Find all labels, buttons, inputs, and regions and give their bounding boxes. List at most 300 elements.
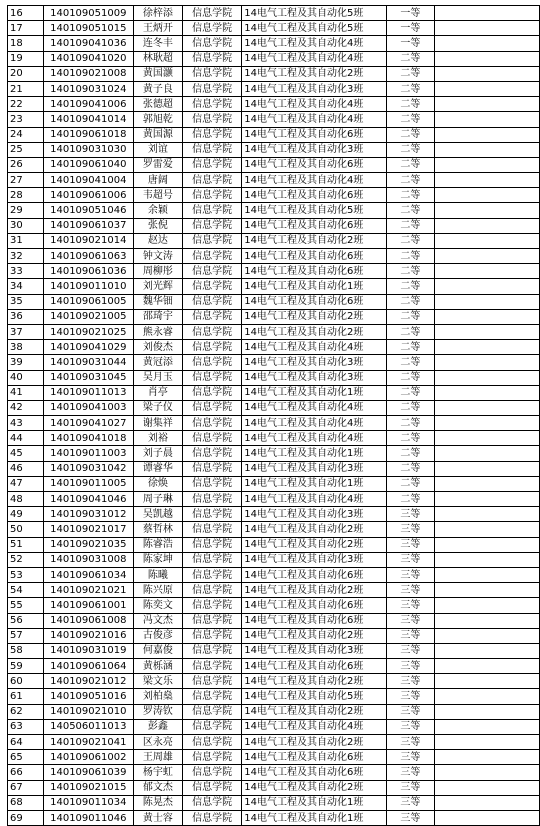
empty-cell (435, 522, 540, 537)
table-row (8, 249, 540, 264)
student-name-cell: 黄国灏 (133, 66, 182, 81)
class-cell: 14电气工程及其自动化4班 (242, 400, 387, 415)
class-cell: 14电气工程及其自动化3班 (242, 507, 387, 522)
college-cell: 信息学院 (183, 188, 242, 203)
class-cell: 14电气工程及其自动化6班 (242, 567, 387, 582)
row-number-cell: 54 (8, 583, 44, 598)
row-number-cell: 46 (8, 461, 44, 476)
student-id-cell: 140109011046 (43, 810, 133, 825)
award-level-cell: 三等 (386, 659, 434, 674)
table-row (8, 157, 540, 172)
empty-cell (435, 674, 540, 689)
row-number-cell: 18 (8, 36, 44, 51)
award-level-cell: 三等 (386, 810, 434, 825)
college-cell: 信息学院 (183, 628, 242, 643)
table-row (8, 173, 540, 188)
award-level-cell: 三等 (386, 643, 434, 658)
table-row (8, 279, 540, 294)
empty-cell (435, 370, 540, 385)
student-name-cell: 张德超 (133, 97, 182, 112)
student-id-cell: 140109041029 (43, 340, 133, 355)
class-cell: 14电气工程及其自动化3班 (242, 643, 387, 658)
class-cell: 14电气工程及其自动化2班 (242, 780, 387, 795)
row-number-cell: 34 (8, 279, 44, 294)
empty-cell (435, 613, 540, 628)
table-row (8, 583, 540, 598)
student-name-cell: 魏华钿 (133, 294, 182, 309)
empty-cell (435, 719, 540, 734)
class-cell: 14电气工程及其自动化6班 (242, 294, 387, 309)
class-cell: 14电气工程及其自动化2班 (242, 628, 387, 643)
table-row (8, 400, 540, 415)
class-cell: 14电气工程及其自动化1班 (242, 279, 387, 294)
college-cell: 信息学院 (183, 583, 242, 598)
row-number-cell: 23 (8, 112, 44, 127)
student-id-cell: 140109031042 (43, 461, 133, 476)
student-name-cell: 张倪 (133, 218, 182, 233)
class-cell: 14电气工程及其自动化6班 (242, 218, 387, 233)
award-level-cell: 二等 (386, 66, 434, 81)
empty-cell (435, 567, 540, 582)
award-level-cell: 二等 (386, 264, 434, 279)
award-level-cell: 三等 (386, 780, 434, 795)
college-cell: 信息学院 (183, 233, 242, 248)
class-cell: 14电气工程及其自动化6班 (242, 598, 387, 613)
award-level-cell: 二等 (386, 324, 434, 339)
row-number-cell: 58 (8, 643, 44, 658)
row-number-cell: 38 (8, 340, 44, 355)
college-cell: 信息学院 (183, 6, 242, 21)
row-number-cell: 48 (8, 492, 44, 507)
class-cell: 14电气工程及其自动化2班 (242, 583, 387, 598)
class-cell: 14电气工程及其自动化3班 (242, 142, 387, 157)
row-number-cell: 66 (8, 765, 44, 780)
table-row (8, 370, 540, 385)
empty-cell (435, 400, 540, 415)
student-name-cell: 郭旭乾 (133, 112, 182, 127)
award-level-cell: 三等 (386, 522, 434, 537)
student-name-cell: 罗涛钦 (133, 704, 182, 719)
empty-cell (435, 416, 540, 431)
student-id-cell: 140109041046 (43, 492, 133, 507)
college-cell: 信息学院 (183, 340, 242, 355)
empty-cell (435, 810, 540, 825)
college-cell: 信息学院 (183, 218, 242, 233)
student-id-cell: 140109031045 (43, 370, 133, 385)
empty-cell (435, 461, 540, 476)
award-level-cell: 三等 (386, 507, 434, 522)
student-id-cell: 140109031030 (43, 142, 133, 157)
student-name-cell: 周柳彤 (133, 264, 182, 279)
award-level-cell: 二等 (386, 340, 434, 355)
student-name-cell: 刘谊 (133, 142, 182, 157)
row-number-cell: 31 (8, 233, 44, 248)
row-number-cell: 36 (8, 309, 44, 324)
row-number-cell: 41 (8, 385, 44, 400)
award-level-cell: 三等 (386, 704, 434, 719)
table-row (8, 51, 540, 66)
award-level-cell: 二等 (386, 355, 434, 370)
student-id-cell: 140109061036 (43, 264, 133, 279)
empty-cell (435, 750, 540, 765)
college-cell: 信息学院 (183, 598, 242, 613)
student-name-cell: 梁子仪 (133, 400, 182, 415)
student-name-cell: 彭鑫 (133, 719, 182, 734)
class-cell: 14电气工程及其自动化6班 (242, 765, 387, 780)
award-level-cell: 三等 (386, 613, 434, 628)
row-number-cell: 50 (8, 522, 44, 537)
student-name-cell: 余颖 (133, 203, 182, 218)
award-level-cell: 二等 (386, 97, 434, 112)
college-cell: 信息学院 (183, 552, 242, 567)
class-cell: 14电气工程及其自动化1班 (242, 810, 387, 825)
student-id-cell: 140109011010 (43, 279, 133, 294)
table-row (8, 810, 540, 825)
student-id-cell: 140109011003 (43, 446, 133, 461)
empty-cell (435, 233, 540, 248)
empty-cell (435, 659, 540, 674)
college-cell: 信息学院 (183, 522, 242, 537)
student-id-cell: 140109051009 (43, 6, 133, 21)
award-level-cell: 二等 (386, 446, 434, 461)
empty-cell (435, 765, 540, 780)
row-number-cell: 68 (8, 795, 44, 810)
empty-cell (435, 446, 540, 461)
award-level-cell: 三等 (386, 765, 434, 780)
student-name-cell: 林耿超 (133, 51, 182, 66)
student-id-cell: 140109061001 (43, 598, 133, 613)
student-id-cell: 140109041014 (43, 112, 133, 127)
student-name-cell: 刘光辉 (133, 279, 182, 294)
row-number-cell: 56 (8, 613, 44, 628)
award-level-cell: 二等 (386, 188, 434, 203)
student-name-cell: 刘俊杰 (133, 340, 182, 355)
empty-cell (435, 173, 540, 188)
award-level-cell: 三等 (386, 537, 434, 552)
student-name-cell: 谭睿华 (133, 461, 182, 476)
student-id-cell: 140109061005 (43, 294, 133, 309)
class-cell: 14电气工程及其自动化1班 (242, 385, 387, 400)
student-name-cell: 陈奕文 (133, 598, 182, 613)
student-name-cell: 徐梓添 (133, 6, 182, 21)
empty-cell (435, 537, 540, 552)
class-cell: 14电气工程及其自动化4班 (242, 431, 387, 446)
college-cell: 信息学院 (183, 249, 242, 264)
student-name-cell: 黄栎涵 (133, 659, 182, 674)
student-name-cell: 黄士容 (133, 810, 182, 825)
college-cell: 信息学院 (183, 173, 242, 188)
table-row (8, 704, 540, 719)
row-number-cell: 39 (8, 355, 44, 370)
college-cell: 信息学院 (183, 765, 242, 780)
student-id-cell: 140109061002 (43, 750, 133, 765)
class-cell: 14电气工程及其自动化2班 (242, 704, 387, 719)
student-id-cell: 140109021014 (43, 233, 133, 248)
award-level-cell: 二等 (386, 476, 434, 491)
award-level-cell: 三等 (386, 719, 434, 734)
student-id-cell: 140109031008 (43, 552, 133, 567)
table-row (8, 795, 540, 810)
student-id-cell: 140109061006 (43, 188, 133, 203)
class-cell: 14电气工程及其自动化3班 (242, 355, 387, 370)
table-row (8, 598, 540, 613)
college-cell: 信息学院 (183, 112, 242, 127)
award-level-cell: 三等 (386, 735, 434, 750)
empty-cell (435, 142, 540, 157)
table-row (8, 264, 540, 279)
class-cell: 14电气工程及其自动化2班 (242, 537, 387, 552)
class-cell: 14电气工程及其自动化6班 (242, 127, 387, 142)
student-id-cell: 140109041036 (43, 36, 133, 51)
student-name-cell: 赵达 (133, 233, 182, 248)
table-row (8, 659, 540, 674)
table-row (8, 21, 540, 36)
table-row (8, 81, 540, 96)
class-cell: 14电气工程及其自动化4班 (242, 173, 387, 188)
college-cell: 信息学院 (183, 780, 242, 795)
row-number-cell: 35 (8, 294, 44, 309)
empty-cell (435, 583, 540, 598)
student-id-cell: 140109031044 (43, 355, 133, 370)
empty-cell (435, 264, 540, 279)
student-id-cell: 140109021010 (43, 704, 133, 719)
award-level-cell: 二等 (386, 173, 434, 188)
class-cell: 14电气工程及其自动化2班 (242, 522, 387, 537)
student-name-cell: 吴月玉 (133, 370, 182, 385)
award-level-cell: 二等 (386, 309, 434, 324)
row-number-cell: 63 (8, 719, 44, 734)
student-id-cell: 140109051046 (43, 203, 133, 218)
row-number-cell: 47 (8, 476, 44, 491)
empty-cell (435, 112, 540, 127)
row-number-cell: 27 (8, 173, 44, 188)
class-cell: 14电气工程及其自动化3班 (242, 81, 387, 96)
college-cell: 信息学院 (183, 446, 242, 461)
row-number-cell: 37 (8, 324, 44, 339)
row-number-cell: 40 (8, 370, 44, 385)
award-level-cell: 一等 (386, 36, 434, 51)
empty-cell (435, 203, 540, 218)
class-cell: 14电气工程及其自动化2班 (242, 233, 387, 248)
student-id-cell: 140506011013 (43, 719, 133, 734)
student-id-cell: 140109041006 (43, 97, 133, 112)
table-row (8, 142, 540, 157)
student-name-cell: 熊永睿 (133, 324, 182, 339)
table-row (8, 66, 540, 81)
college-cell: 信息学院 (183, 416, 242, 431)
student-name-cell: 刘子晨 (133, 446, 182, 461)
student-name-cell: 钟文涛 (133, 249, 182, 264)
student-id-cell: 140109021008 (43, 66, 133, 81)
college-cell: 信息学院 (183, 279, 242, 294)
empty-cell (435, 51, 540, 66)
award-level-cell: 三等 (386, 552, 434, 567)
college-cell: 信息学院 (183, 735, 242, 750)
table-row (8, 674, 540, 689)
college-cell: 信息学院 (183, 309, 242, 324)
college-cell: 信息学院 (183, 613, 242, 628)
empty-cell (435, 324, 540, 339)
student-name-cell: 何嘉俊 (133, 643, 182, 658)
student-name-cell: 古俊彦 (133, 628, 182, 643)
student-id-cell: 140109051016 (43, 689, 133, 704)
empty-cell (435, 492, 540, 507)
college-cell: 信息学院 (183, 461, 242, 476)
student-name-cell: 邵琦宇 (133, 309, 182, 324)
row-number-cell: 52 (8, 552, 44, 567)
row-number-cell: 16 (8, 6, 44, 21)
student-name-cell: 梁文乐 (133, 674, 182, 689)
student-name-cell: 黄冠添 (133, 355, 182, 370)
table-row (8, 735, 540, 750)
class-cell: 14电气工程及其自动化5班 (242, 689, 387, 704)
award-level-cell: 三等 (386, 689, 434, 704)
class-cell: 14电气工程及其自动化6班 (242, 613, 387, 628)
class-cell: 14电气工程及其自动化4班 (242, 719, 387, 734)
class-cell: 14电气工程及其自动化4班 (242, 51, 387, 66)
table-row (8, 188, 540, 203)
student-id-cell: 140109051015 (43, 21, 133, 36)
award-level-cell: 二等 (386, 370, 434, 385)
student-id-cell: 140109021017 (43, 522, 133, 537)
college-cell: 信息学院 (183, 157, 242, 172)
student-name-cell: 连冬丰 (133, 36, 182, 51)
empty-cell (435, 431, 540, 446)
table-row (8, 567, 540, 582)
college-cell: 信息学院 (183, 704, 242, 719)
award-level-cell: 三等 (386, 583, 434, 598)
empty-cell (435, 249, 540, 264)
award-level-cell: 三等 (386, 567, 434, 582)
student-id-cell: 140109031019 (43, 643, 133, 658)
college-cell: 信息学院 (183, 810, 242, 825)
empty-cell (435, 735, 540, 750)
class-cell: 14电气工程及其自动化4班 (242, 112, 387, 127)
row-number-cell: 42 (8, 400, 44, 415)
class-cell: 14电气工程及其自动化1班 (242, 446, 387, 461)
class-cell: 14电气工程及其自动化4班 (242, 340, 387, 355)
table-row (8, 613, 540, 628)
empty-cell (435, 127, 540, 142)
student-name-cell: 韦超号 (133, 188, 182, 203)
row-number-cell: 59 (8, 659, 44, 674)
student-id-cell: 140109061008 (43, 613, 133, 628)
award-level-cell: 二等 (386, 400, 434, 415)
student-id-cell: 140109021012 (43, 674, 133, 689)
table-row (8, 765, 540, 780)
college-cell: 信息学院 (183, 51, 242, 66)
empty-cell (435, 279, 540, 294)
award-level-cell: 二等 (386, 81, 434, 96)
student-name-cell: 陈家坤 (133, 552, 182, 567)
row-number-cell: 22 (8, 97, 44, 112)
student-id-cell: 140109021015 (43, 780, 133, 795)
class-cell: 14电气工程及其自动化2班 (242, 674, 387, 689)
empty-cell (435, 309, 540, 324)
student-name-cell: 陈晃杰 (133, 795, 182, 810)
student-id-cell: 140109041020 (43, 51, 133, 66)
student-id-cell: 140109011005 (43, 476, 133, 491)
student-id-cell: 140109061039 (43, 765, 133, 780)
award-level-cell: 三等 (386, 795, 434, 810)
row-number-cell: 29 (8, 203, 44, 218)
row-number-cell: 28 (8, 188, 44, 203)
table-row (8, 355, 540, 370)
empty-cell (435, 66, 540, 81)
class-cell: 14电气工程及其自动化4班 (242, 492, 387, 507)
empty-cell (435, 36, 540, 51)
empty-cell (435, 188, 540, 203)
row-number-cell: 20 (8, 66, 44, 81)
award-list-table (7, 5, 540, 826)
table-row (8, 385, 540, 400)
award-level-cell: 二等 (386, 218, 434, 233)
award-level-cell: 二等 (386, 249, 434, 264)
award-level-cell: 二等 (386, 461, 434, 476)
student-name-cell: 黄子良 (133, 81, 182, 96)
row-number-cell: 49 (8, 507, 44, 522)
table-row (8, 643, 540, 658)
college-cell: 信息学院 (183, 689, 242, 704)
student-name-cell: 杨宇虹 (133, 765, 182, 780)
college-cell: 信息学院 (183, 507, 242, 522)
student-name-cell: 区永亮 (133, 735, 182, 750)
college-cell: 信息学院 (183, 370, 242, 385)
student-name-cell: 罗雷爱 (133, 157, 182, 172)
college-cell: 信息学院 (183, 400, 242, 415)
empty-cell (435, 218, 540, 233)
student-name-cell: 冯文杰 (133, 613, 182, 628)
empty-cell (435, 340, 540, 355)
table-row (8, 476, 540, 491)
row-number-cell: 30 (8, 218, 44, 233)
empty-cell (435, 507, 540, 522)
student-id-cell: 140109021016 (43, 628, 133, 643)
class-cell: 14电气工程及其自动化6班 (242, 188, 387, 203)
row-number-cell: 67 (8, 780, 44, 795)
empty-cell (435, 6, 540, 21)
class-cell: 14电气工程及其自动化6班 (242, 249, 387, 264)
award-level-cell: 二等 (386, 279, 434, 294)
college-cell: 信息学院 (183, 142, 242, 157)
table-row (8, 112, 540, 127)
table-row (8, 97, 540, 112)
college-cell: 信息学院 (183, 36, 242, 51)
college-cell: 信息学院 (183, 492, 242, 507)
class-cell: 14电气工程及其自动化4班 (242, 416, 387, 431)
award-level-cell: 二等 (386, 233, 434, 248)
student-id-cell: 140109061064 (43, 659, 133, 674)
row-number-cell: 32 (8, 249, 44, 264)
empty-cell (435, 704, 540, 719)
row-number-cell: 26 (8, 157, 44, 172)
empty-cell (435, 552, 540, 567)
college-cell: 信息学院 (183, 750, 242, 765)
student-name-cell: 陈睿浩 (133, 537, 182, 552)
student-id-cell: 140109061037 (43, 218, 133, 233)
college-cell: 信息学院 (183, 127, 242, 142)
award-level-cell: 二等 (386, 51, 434, 66)
college-cell: 信息学院 (183, 719, 242, 734)
college-cell: 信息学院 (183, 795, 242, 810)
award-level-cell: 二等 (386, 142, 434, 157)
row-number-cell: 51 (8, 537, 44, 552)
row-number-cell: 61 (8, 689, 44, 704)
class-cell: 14电气工程及其自动化2班 (242, 309, 387, 324)
empty-cell (435, 598, 540, 613)
class-cell: 14电气工程及其自动化6班 (242, 659, 387, 674)
table-row (8, 750, 540, 765)
